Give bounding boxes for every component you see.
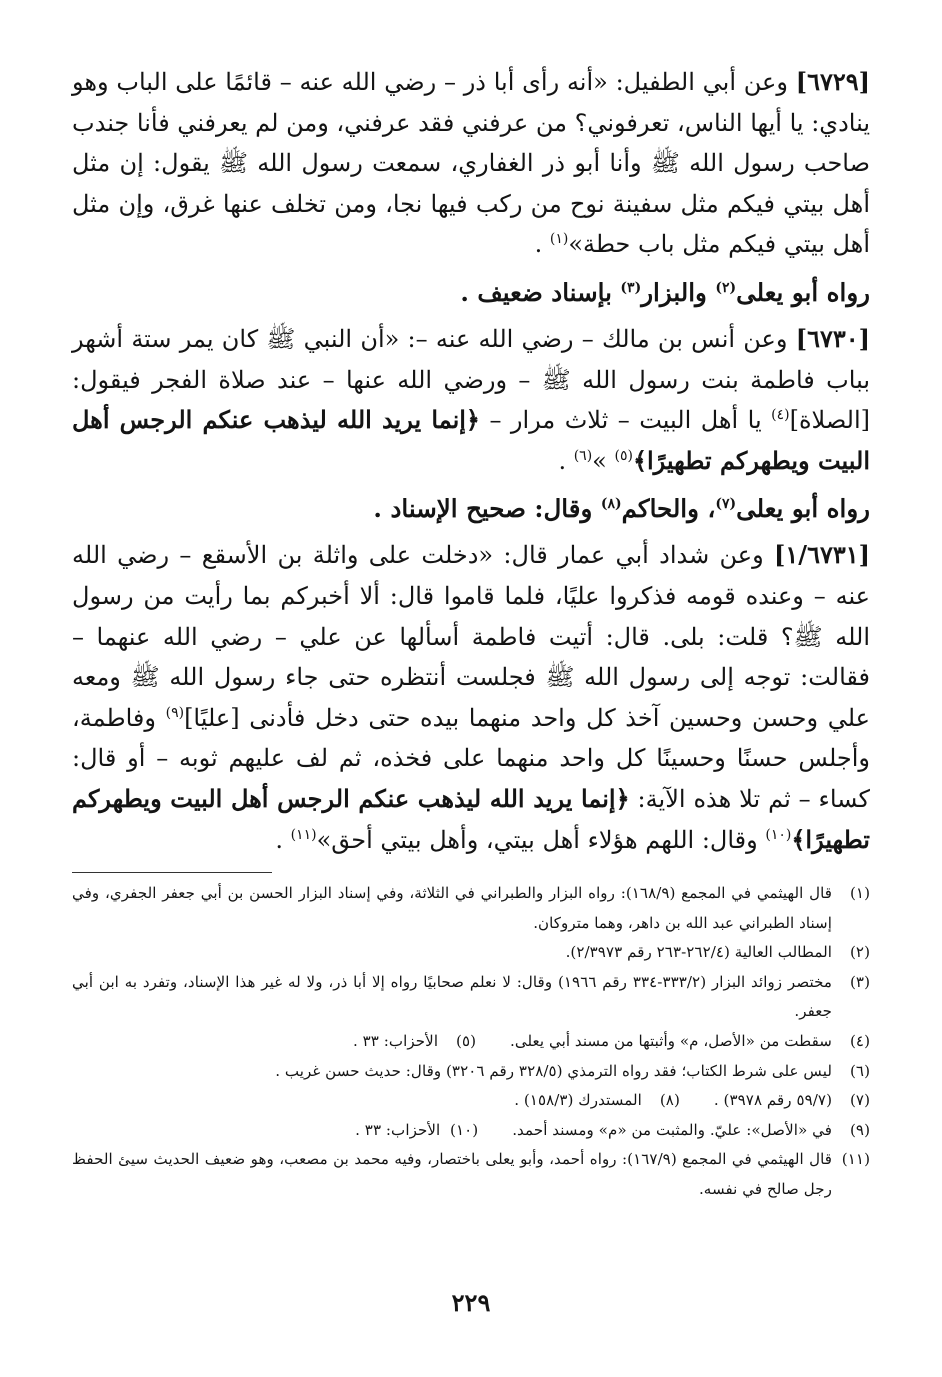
footnote-number: (٢): [849, 943, 870, 962]
footnote-text: ليس على شرط الكتاب؛ فقد رواه الترمذي (٣٢٨/٥ رقم ٣٢٠٦) وقال: حديث حسن غريب .: [275, 1061, 832, 1080]
footnote-ref: (١): [549, 231, 569, 248]
hadith-text: يا أهل البيت – ثلاث مرار –: [480, 406, 772, 435]
footnote-item: [72, 938, 870, 968]
footnote-text: مختصر زوائد البزار (٣٣٣/٢-٣٣٤ رقم ١٩٦٦) وقال: لا نعلم صحابيًا رواه إلا أبا ذر، ولا له غير هذا الإسناد، وتفرد به ابن أبي جعفر.: [72, 972, 833, 1021]
narration-6729: [72, 271, 870, 315]
hadith-text: وقال: اللهم هؤلاء أهل بيتي، وأهل بيتي أحق»: [316, 825, 766, 854]
footnote-number: (٧): [849, 1091, 870, 1110]
footnote-text: الأحزاب: ٣٣ .: [355, 1120, 441, 1139]
footnote-number: (٩): [849, 1120, 870, 1139]
footnote-text: الأحزاب: ٣٣ .: [352, 1032, 439, 1051]
footnote-item: [512, 1116, 870, 1146]
footnote-ref: (٣): [620, 279, 642, 296]
footnote-number: (٤): [849, 1032, 870, 1051]
footnote-item: [355, 1116, 478, 1146]
hadith-number: [١/٦٧٣١]: [774, 540, 870, 570]
footnote-item: [72, 968, 870, 1027]
quote-close: »: [592, 446, 615, 475]
footnote-ref: (١١): [290, 826, 317, 843]
footnote-ref: (٧): [715, 496, 737, 513]
footnote-item: [514, 1086, 680, 1116]
footnote-text: في «الأصل»: عليّ. والمثبت من «م» ومسند أحمد.: [512, 1120, 832, 1139]
footnote-number: (١١): [841, 1150, 870, 1169]
footnote-item: [72, 879, 870, 938]
footnote-row: [72, 1027, 870, 1057]
footnote-ref: (١٠): [765, 826, 792, 843]
footnote-ref: (٩): [165, 704, 185, 721]
narration-text: ، والحاكم: [621, 494, 716, 524]
footnote-text: سقطت من «الأصل، م» وأثبتها من مسند أبي يعلى.: [510, 1032, 832, 1051]
footnote-item: [714, 1086, 870, 1116]
footnote-text: المستدرك (١٥٨/٣) .: [514, 1091, 642, 1110]
narration-text: رواه أبو يعلى: [736, 277, 870, 307]
footnote-number: (١٠): [450, 1120, 479, 1139]
hadith-number: [٦٧٢٩]: [795, 67, 870, 96]
footnotes: [72, 879, 870, 1205]
footnote-text: قال الهيثمي في المجمع (١٦٧/٩): رواه أحمد، وأبو يعلى باختصار، وفيه محمد بن مصعب، وهو ضعيف الحديث سيئ الحفظ رجل صالح في نفسه.: [72, 1150, 833, 1199]
footnote-row: [72, 1086, 870, 1116]
quran-verse: ﴿إنما يريد الله ليذهب عنكم الرجس أهل البيت ويطهركم تطهيرًا﴾: [72, 405, 870, 475]
narration-text: بإسناد ضعيف .: [460, 277, 621, 307]
footnote-number: (٦): [849, 1061, 870, 1080]
footnote-row: [72, 1057, 870, 1087]
hadith-number: [٦٧٣٠]: [795, 323, 870, 353]
footnote-item: [72, 1145, 870, 1204]
hadith-6731: [72, 535, 870, 860]
hadith-6730: [72, 319, 870, 481]
footnote-ref: (٢): [715, 279, 737, 296]
footnote-number: (٥): [456, 1032, 477, 1051]
hadith-end: .: [534, 230, 550, 259]
narration-6730: [72, 487, 870, 531]
footnote-text: المطالب العالية (٢٦٢/٤-٢٦٣ رقم ٢/٣٩٧٣).: [565, 943, 832, 962]
footnote-item: [510, 1027, 870, 1057]
page-number: ٢٢٩: [451, 1288, 491, 1317]
hadith-text: وفاطمة، وأجلس حسنًا وحسينًا كل واحد منهما على فخذه، ثم لف عليهم ثوبه – أو قال: كساء – ثم تلا هذه الآية:: [72, 703, 870, 813]
footnote-number: (٣): [849, 972, 870, 991]
footnote-separator: [72, 872, 272, 873]
narration-text: رواه أبو يعلى: [736, 494, 870, 524]
hadith-end: .: [275, 825, 291, 854]
footnote-item: [353, 1027, 476, 1057]
quran-verse: ﴿إنما يريد الله ليذهب عنكم الرجس أهل البيت ويطهركم تطهيرًا﴾: [72, 783, 870, 854]
footnote-number: (٨): [659, 1091, 680, 1110]
footnote-ref: (٨): [600, 496, 622, 513]
footnote-ref: (٦): [573, 447, 593, 464]
hadith-text: وعن شداد أبي عمار قال: «دخلت على واثلة بن الأسقع – رضي الله عنه – وعنده قومه فذكروا عليًا، فلما قاموا قال: ألا أخبركم بما رأيت من رسول الله ﷺ؟ قلت: بلى. قال: أتيت فاطمة أسألها عن علي – رضي الله عنهما – فقالت: توجه إلى رسول الله ﷺ فجلست أنتظره حتى جاء رسول الله ﷺ ومعه علي وحسن وحسين آخذ كل واحد منهما بيده حتى دخل فأدنى [عليًا]: [72, 541, 871, 732]
footnote-text: (٥٩/٧ رقم ٣٩٧٨) .: [713, 1091, 832, 1110]
footnote-number: (١): [849, 884, 870, 903]
hadith-6729: [72, 62, 870, 265]
hadith-text: وعن أبي الطفيل: «أنه رأى أبا ذر – رضي الله عنه – قائمًا على الباب وهو ينادي: يا أيها الناس، تعرفوني؟ من عرفني فقد عرفني، ومن لم يعرفني فأنا جندب صاحب رسول الله ﷺ وأنا أبو ذر الغفاري، سمعت رسول الله ﷺ يقول: إن مثل أهل بيتي فيكم مثل سفينة نوح من ركب فيها نجا، ومن تخلف عنها غرق، وإن مثل أهل بيتي فيكم مثل باب حطة»: [72, 68, 870, 259]
hadith-end: .: [558, 446, 574, 475]
footnote-row: [72, 1116, 870, 1146]
hadith-text: وعن أنس بن مالك – رضي الله عنه –: «أن النبي ﷺ كان يمر ستة أشهر بباب فاطمة بنت رسول الله ﷺ – ورضي الله عنها – عند صلاة الفجر فيقول: [الصلاة]: [72, 324, 870, 435]
narration-text: والبزار: [641, 277, 716, 307]
footnote-item: [275, 1057, 870, 1087]
footnote-ref: (٥): [614, 447, 633, 464]
footnote-ref: (٤): [771, 407, 790, 424]
footnote-text: قال الهيثمي في المجمع (١٦٨/٩): رواه البزار والطبراني في الثلاثة، وفي إسناد البزار الحسن بن أبي جعفر الجفري، وفي إسناد الطبراني عبد الله بن داهر، وهما متروكان.: [72, 884, 832, 932]
narration-text: وقال: صحيح الإسناد .: [373, 494, 601, 524]
